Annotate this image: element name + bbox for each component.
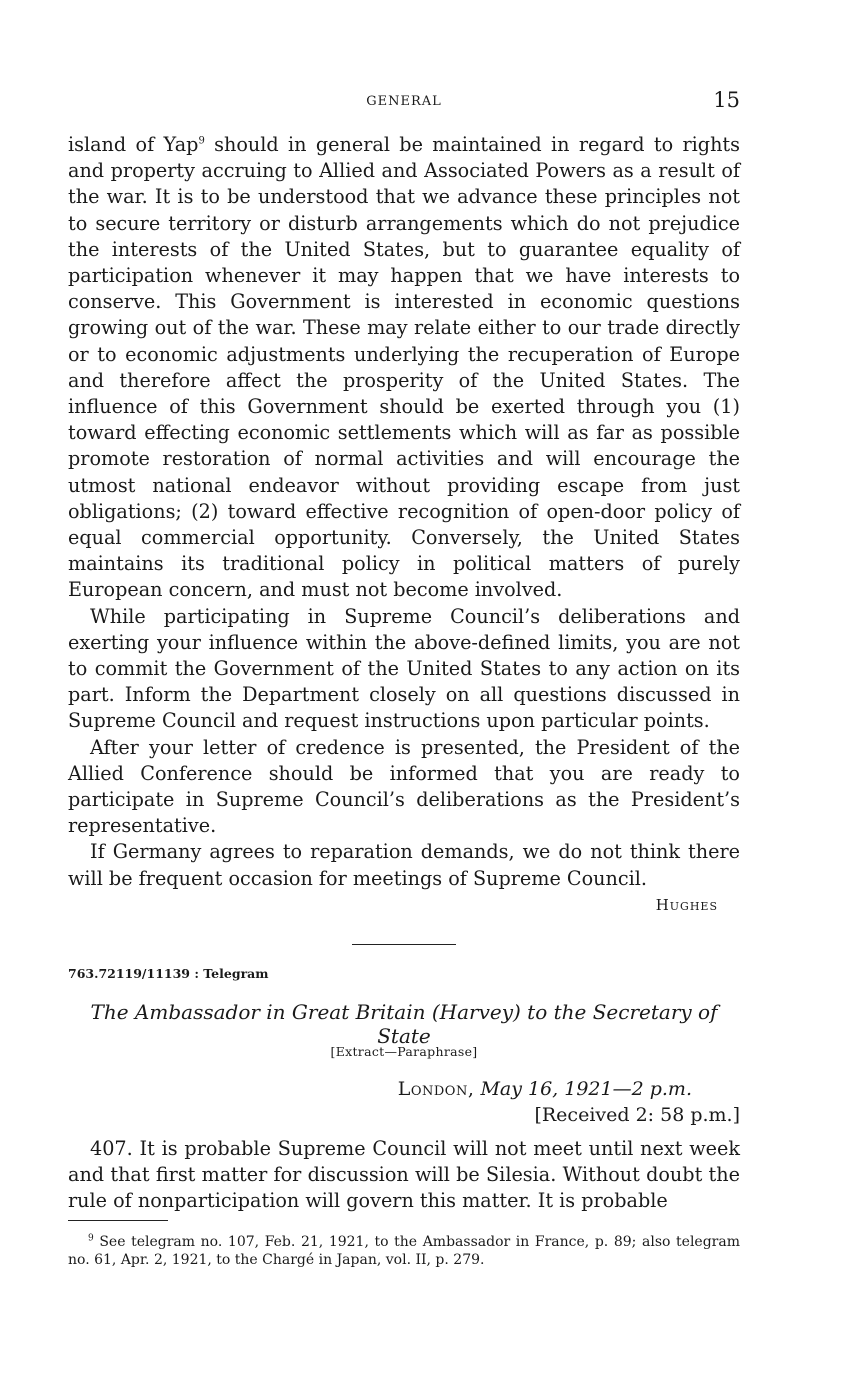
- document-note: [Extract—Paraphrase]: [330, 1044, 478, 1059]
- received-time: [Received 2: 58 p.m.]: [534, 1104, 740, 1126]
- paragraph-4: If Germany agrees to reparation demands, we do not think there will be frequent occasion for meetings of Supreme Council.: [68, 840, 740, 890]
- running-head: GENERAL: [366, 94, 442, 109]
- footnote: [68, 1233, 740, 1269]
- paragraph-3: After your letter of credence is presented, the President of the Allied Conference should be informed that you are ready to participate in Supreme Council’s deliberations as the President’s representative.: [68, 735, 740, 838]
- paragraph-1: [68, 132, 740, 604]
- file-reference: 763.72119/11139 : Telegram: [68, 966, 269, 981]
- paragraph-1-rest: should in general be maintained in regard to rights and property accruing to Allied and Associated Powers as a result of the war. It is to be understood that we advance these principles not to secure territory or disturb arrangements which do not prejudice the interests of the United States, but to guarantee equality of participation whenever it may happen that we have interests to conserve. This Government is interested in economic questions growing out of the war. These may relate either to our trade directly or to economic adjustments underlying the recuperation of Europe and therefore affect the prosperity of the United States. The influence of this Government should be exerted through you (1) toward effecting economic settlements which will as far as possible promote restoration of normal activities and will encourage the utmost national endeavor without providing escape from just obligations; (2) toward effective recognition of open-door policy of equal commercial opportunity. Conversely, the United States maintains its traditional policy in political matters of purely European concern, and must not become involved.: [68, 133, 740, 602]
- dateline-date: May 16, 1921—2 p.m.: [480, 1078, 692, 1100]
- dateline-place: London,: [397, 1078, 475, 1100]
- letter-body: [68, 132, 740, 892]
- footnote-text: See telegram no. 107, Feb. 21, 1921, to the Ambassador in France, p. 89; also telegram no. 61, Apr. 2, 1921, to the Chargé in Japan, vol. II, p. 279.: [68, 1234, 740, 1268]
- paragraph-1-start: island of Yap: [68, 133, 199, 156]
- telegram-paragraph-1: 407. It is probable Supreme Council will not meet until next week and that first matter for discussion will be Silesia. Without doubt the rule of nonparticipation will govern this matter. It is probable: [68, 1137, 740, 1213]
- page-header: [68, 88, 740, 114]
- page-number: 15: [713, 88, 740, 112]
- section-divider: [352, 944, 456, 945]
- dateline: [398, 1078, 692, 1100]
- footnote-reference: 9: [198, 135, 205, 147]
- telegram-body: [68, 1136, 740, 1215]
- document-title: The Ambassador in Great Britain (Harvey) to the Secretary of State: [90, 1000, 718, 1048]
- paragraph-2: While participating in Supreme Council’s deliberations and exerting your influence within the above-defined limits, you are not to commit the Government of the United States to any action on its part. Inform the Department closely on all questions discussed in Supreme Council and request instructions upon particular points.: [68, 604, 740, 733]
- signature: Hughes: [655, 896, 718, 914]
- footnote-mark: 9: [88, 1233, 94, 1244]
- footnote-divider: [68, 1220, 168, 1221]
